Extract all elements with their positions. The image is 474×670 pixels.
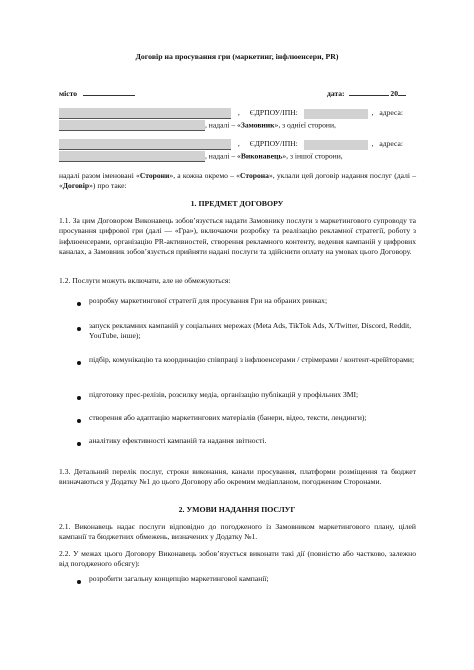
party2-address-field[interactable] (59, 151, 205, 162)
list-item: створення або адаптацію маркетингових матеріалів (банери, відео, тексти, лендинги); (89, 413, 367, 422)
party1-line2 (59, 120, 419, 131)
preamble (59, 171, 416, 192)
clause-2-2: 2.2. У межах цього Договору Виконавець зобов’язується виконати такі дії (повністю або частково, залежно від погодженого обсягу): (59, 549, 416, 569)
party1-address-label: адреса: (379, 108, 403, 118)
list-item: підбір, комунікацію та координацію співпраці з інфлюенсерами / стрімерами / контент-креїйторами; (89, 355, 415, 364)
party2-line1: , ЄДРПОУ/ІПН: , адреса: (59, 139, 419, 150)
preamble-text-2: », а кожна окремо – « (169, 171, 240, 180)
party2-edrpou-field[interactable] (304, 140, 368, 150)
year-field[interactable] (398, 87, 406, 96)
party1-tail-pre: , надалі – « (205, 120, 241, 130)
city-label: місто (59, 89, 78, 98)
party1-address-field[interactable] (59, 120, 205, 131)
preamble-text-1: надалі разом іменовані « (59, 171, 140, 180)
party1-edrpou-label: ЄДРПОУ/ІПН: (249, 108, 298, 118)
clause-1-1: 1.1. За цим Договором Виконавець зобов’язується надати Замовнику послуги з маркетингового супроводу та просування цифрової гри (далі — «Гра»), включаючи розробку та реалізацію рекламної стратегії, роботу з інфлюенсерами, організацію PR-активностей, створення рекламного контенту, ведення кампаній у цифрових каналах, а Замовник зобов’язується прийняти надані послуги та здійснити оплату на умовах цього Договору. (59, 216, 416, 257)
party2-edrpou-label: ЄДРПОУ/ІПН: (249, 139, 298, 149)
party1-role: Замовник (240, 120, 275, 130)
preamble-term-storony: Сторони (139, 171, 170, 180)
clause-1-2: 1.2. Послуги можуть включати, але не обмежуються: (59, 276, 231, 285)
party2-line2 (59, 151, 419, 162)
party2-name-field[interactable] (59, 139, 231, 150)
document-title: Договір на просування гри (маркетинг, інфлюенсери, PR) (135, 52, 339, 61)
preamble-term-storona: Сторона (239, 171, 269, 180)
date-label: дата: (327, 89, 345, 98)
party1-tail-post: », з однієї сторони, (274, 120, 336, 130)
party1-name-field[interactable] (59, 108, 231, 119)
date-field[interactable] (349, 87, 389, 96)
list-item: розробку маркетингової стратегії для просування Гри на обраних ринках; (89, 296, 328, 305)
party1-edrpou-field[interactable] (304, 109, 368, 119)
clause-1-3: 1.3. Детальний перелік послуг, строки виконання, канали просування, платформи розміщення та бюджет визначаються у Додатку №1 до цього Договору або окремим медіапланом, погодженим Сторонами. (59, 467, 416, 487)
date-year: 20 (390, 89, 398, 98)
section1-heading: 1. ПРЕДМЕТ ДОГОВОРУ (190, 199, 284, 208)
party2-tail-post: », з іншої сторони, (282, 151, 343, 161)
preamble-term-dogovir: Договір (62, 181, 90, 191)
city-field[interactable] (83, 87, 135, 96)
party2-address-label: адреса: (379, 139, 403, 149)
date-row (327, 87, 406, 99)
list-item: запуск рекламних кампаній у соціальних мережах (Meta Ads, TikTok Ads, X/Twitter, Discord, Reddit, YouTube, інше); (89, 321, 412, 341)
section2-heading: 2. УМОВИ НАДАННЯ ПОСЛУГ (178, 505, 296, 514)
clause-2-1: 2.1. Виконавець надає послуги відповідно до погодженого із Замовником маркетингового плану, цілей кампанії та бюджетних обмежень, визначених у Додатку №1. (59, 522, 416, 542)
preamble-text-3: », уклали цей договір надання послуг (далі – « (59, 171, 416, 191)
list-item: підготовку прес-релізів, розсилку медіа, організацію публікацій у профільних ЗМІ; (89, 390, 359, 399)
list-item: аналітику ефективності кампаній та надання звітності. (89, 436, 267, 445)
party2-role: Виконавець (240, 151, 283, 161)
preamble-text-4: ») про таке: (89, 181, 127, 191)
party2-tail-pre: , надалі – « (205, 151, 241, 161)
list-item: розробити загальну концепцію маркетингової кампанії; (89, 574, 269, 583)
party1-line1: , ЄДРПОУ/ІПН: , адреса: (59, 108, 419, 119)
city-row (59, 87, 135, 99)
